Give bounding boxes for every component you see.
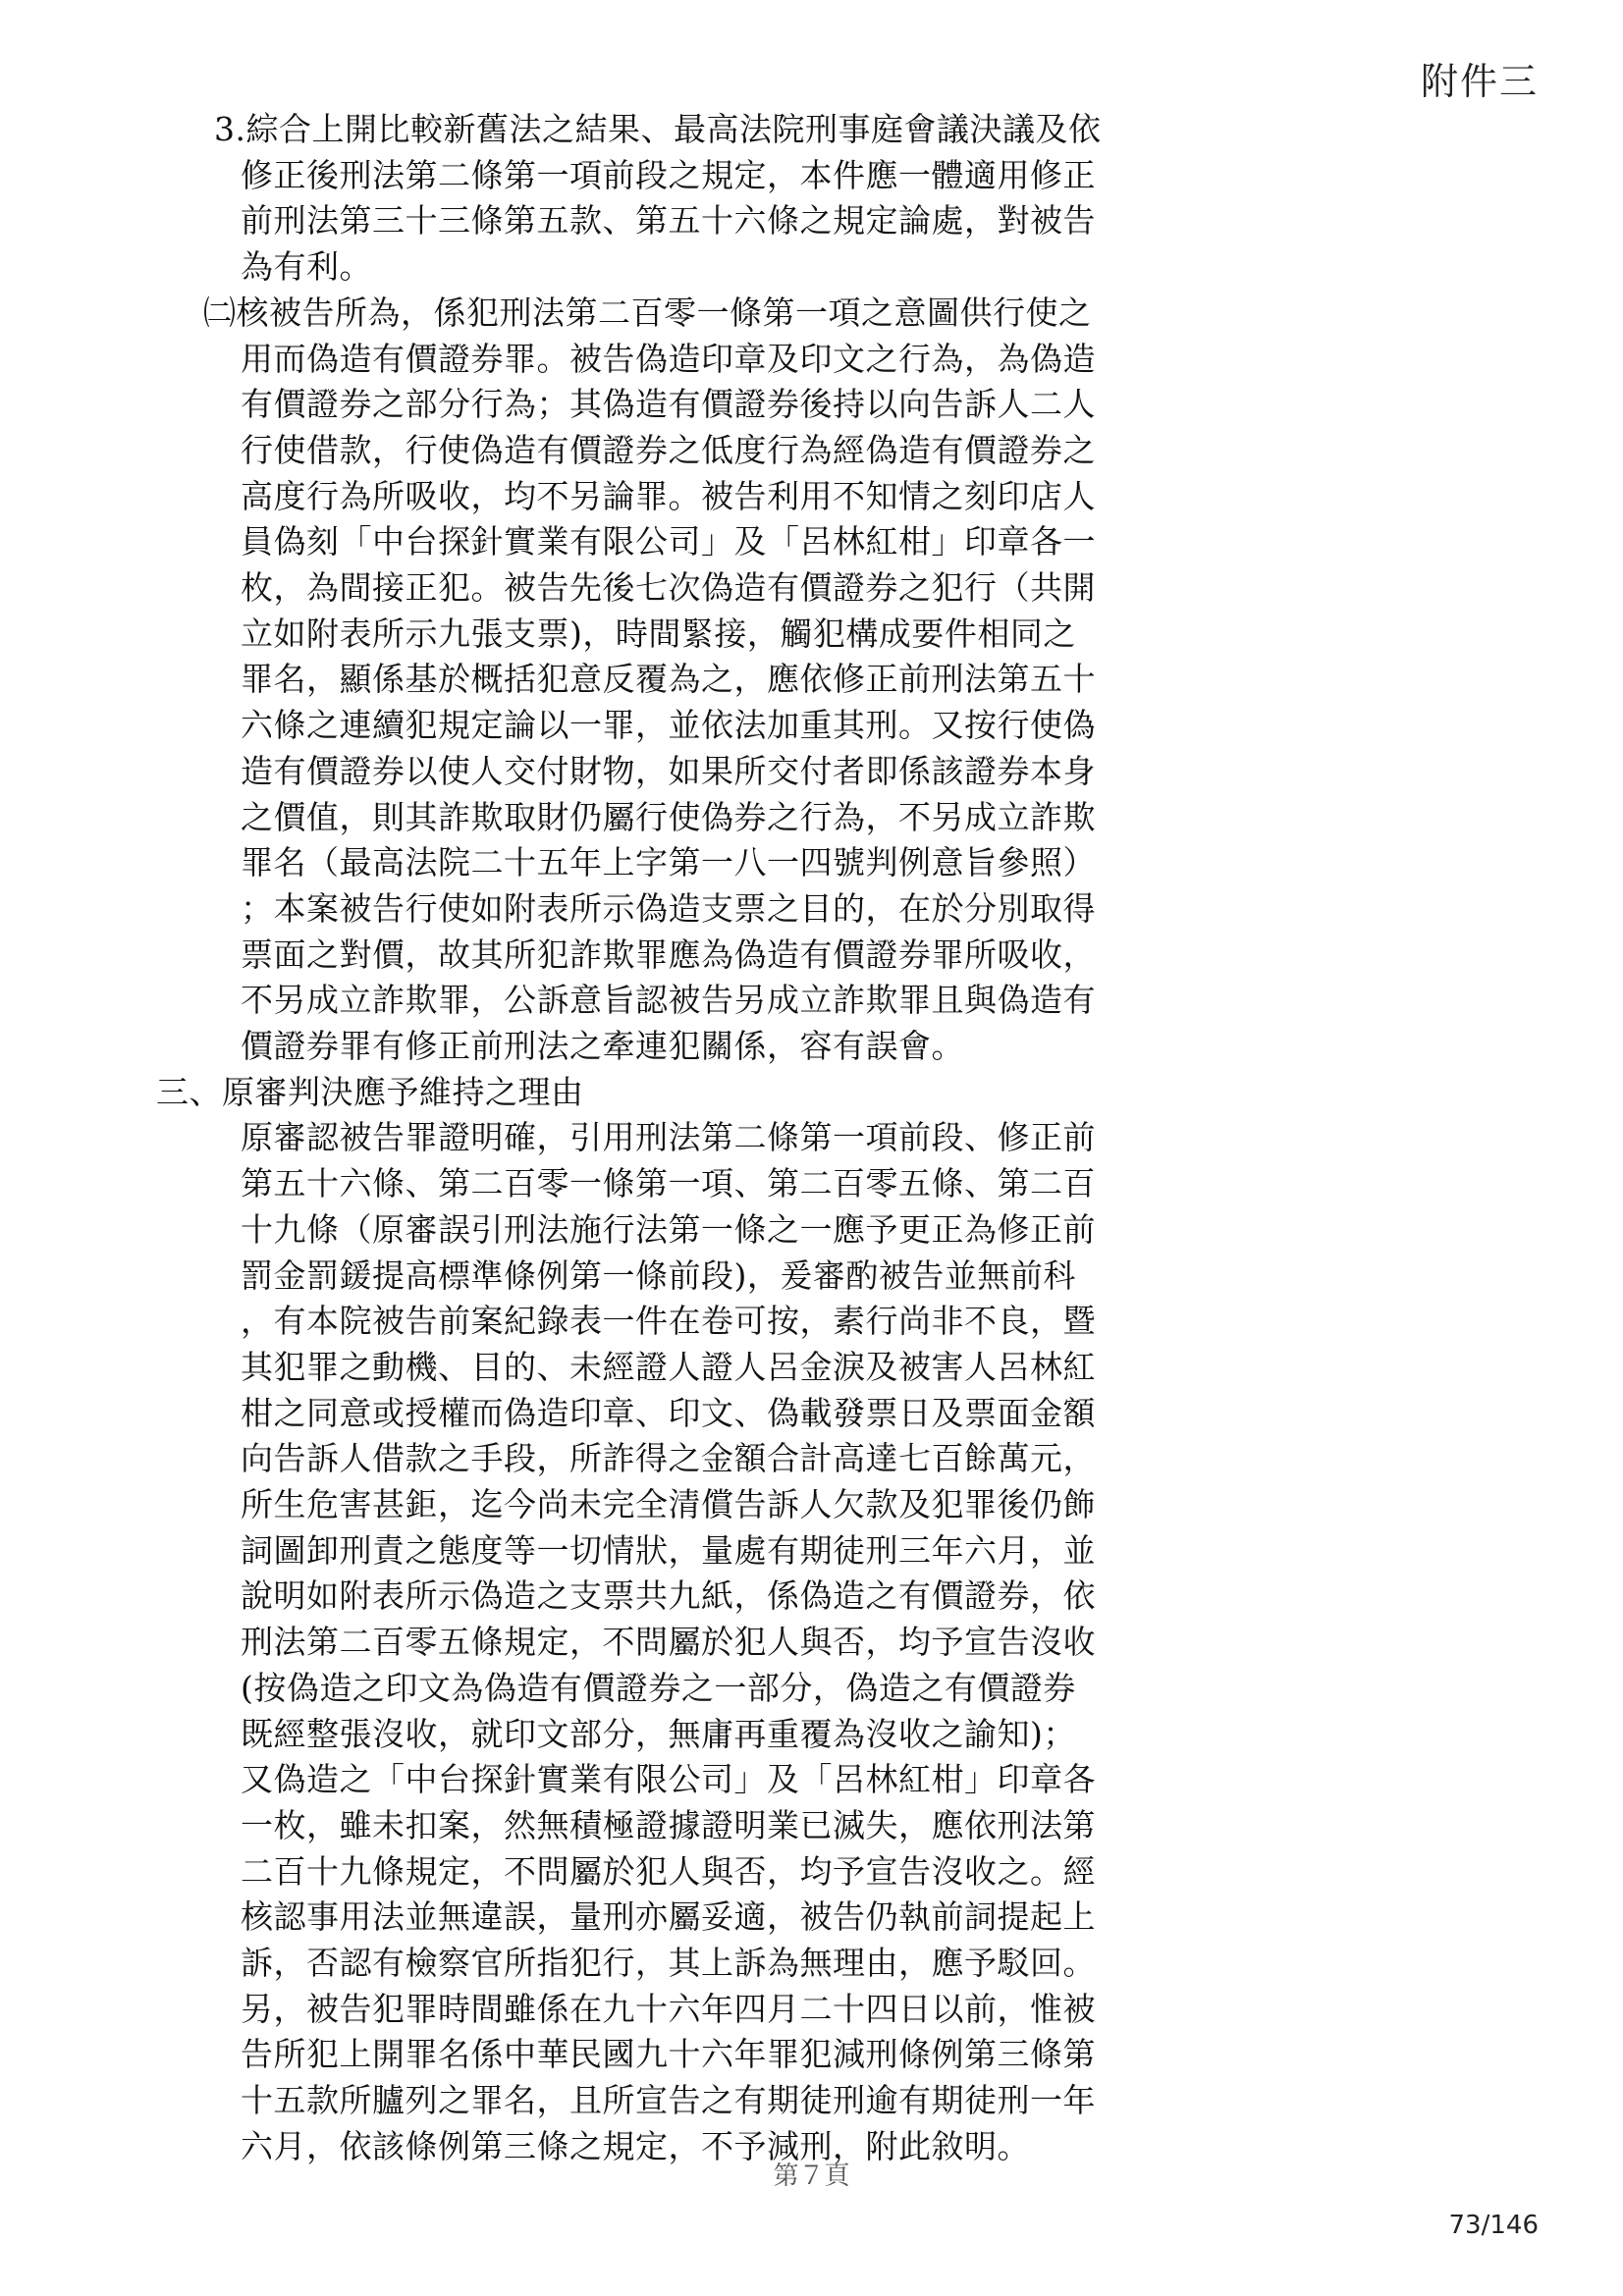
text-line: 之價值，則其詐欺取財仍屬行使偽券之行為，不另成立詐欺: [241, 797, 1096, 836]
page-number: 第７頁: [773, 2162, 850, 2191]
text-line: ；本案被告行使如附表所示偽造支票之目的，在於分別取得: [241, 888, 1096, 928]
text-line: 造有價證券以使人交付財物，如果所交付者即係該證券本身: [241, 751, 1096, 790]
text-line: (按偽造之印文為偽造有價證券之一部分，偽造之有價證券: [241, 1668, 1076, 1707]
section-heading: 三、原審判決應予維持之理由: [156, 1072, 584, 1111]
text-line: 為有利。: [241, 247, 372, 287]
text-line: 行使借款，行使偽造有價證券之低度行為經偽造有價證券之: [241, 430, 1096, 469]
text-line: 價證券罪有修正前刑法之牽連犯關係，容有誤會。: [241, 1027, 964, 1065]
text-line: 原審認被告罪證明確，引用刑法第二條第一項前段、修正前: [241, 1118, 1096, 1157]
text-line: 前刑法第三十三條第五款、第五十六條之規定論處，對被告: [241, 201, 1096, 240]
text-line: 第五十六條、第二百零一條第一項、第二百零五條、第二百: [241, 1164, 1096, 1203]
text-line: 立如附表所示九張支票)，時間緊接，觸犯構成要件相同之: [241, 614, 1076, 653]
text-line: 說明如附表所示偽造之支票共九紙，係偽造之有價證券，依: [241, 1576, 1096, 1616]
text-line: 不另成立詐欺罪，公訴意旨認被告另成立詐欺罪且與偽造有: [241, 981, 1096, 1020]
text-line: 修正後刑法第二條第一項前段之規定，本件應一體適用修正: [241, 155, 1096, 194]
text-line: 十五款所臚列之罪名，且所宣告之有期徒刑逾有期徒刑一年: [241, 2081, 1096, 2120]
text-line: 枚，為間接正犯。被告先後七次偽造有價證券之犯行（共開: [241, 568, 1096, 607]
text-line: 罪名，顯係基於概括犯意反覆為之，應依修正前刑法第五十: [241, 660, 1096, 699]
text-line: 二百十九條規定，不問屬於犯人與否，均予宣告沒收之。經: [241, 1851, 1096, 1891]
text-line: 所生危害甚鉅，迄今尚未完全清償告訴人欠款及犯罪後仍飾: [241, 1485, 1096, 1523]
annex-label: 附件三: [1420, 60, 1539, 103]
text-line: 刑法第二百零五條規定，不問屬於犯人與否，均予宣告沒收: [241, 1623, 1096, 1662]
text-line: 又偽造之「中台探針實業有限公司」及「呂林紅柑」印章各: [241, 1760, 1096, 1799]
text-line: 向告訴人借款之手段，所詐得之金額合計高達七百餘萬元，: [241, 1439, 1096, 1478]
text-line: 另，被告犯罪時間雖係在九十六年四月二十四日以前，惟被: [241, 1989, 1096, 2028]
text-line: ㈡核被告所為，係犯刑法第二百零一條第一項之意圖供行使之: [203, 293, 1092, 332]
text-line: 十九條（原審誤引刑法施行法第一條之一應予更正為修正前: [241, 1209, 1096, 1249]
text-line: 告所犯上開罪名係中華民國九十六年罪犯減刑條例第三條第: [241, 2035, 1096, 2074]
text-line: 核認事用法並無違誤，量刑亦屬妥適，被告仍執前詞提起上: [241, 1897, 1096, 1937]
text-line: 六月，依該條例第三條之規定，不予減刑，附此敘明。: [241, 2126, 1030, 2165]
text-line: 票面之對價，故其所犯詐欺罪應為偽造有價證券罪所吸收，: [241, 934, 1096, 974]
text-line: 罰金罰鍰提高標準條例第一條前段)，爰審酌被告並無前科: [241, 1255, 1076, 1295]
text-line: 柑之同意或授權而偽造印章、印文、偽載發票日及票面金額: [241, 1393, 1096, 1432]
text-line: 有價證券之部分行為；其偽造有價證券後持以向告訴人二人: [241, 385, 1096, 424]
text-line: 六條之連續犯規定論以一罪，並依法加重其刑。又按行使偽: [241, 706, 1096, 745]
text-line: 既經整張沒收，就印文部分，無庸再重覆為沒收之諭知)；: [241, 1714, 1076, 1753]
text-line: 罪名（最高法院二十五年上字第一八一四號判例意旨參照）: [241, 843, 1096, 882]
text-line: 3.綜合上開比較新舊法之結果、最高法院刑事庭會議決議及依: [214, 110, 1102, 148]
text-line: 用而偽造有價證券罪。被告偽造印章及印文之行為，為偽造: [241, 339, 1096, 378]
page-count: 73/146: [1448, 2211, 1539, 2240]
text-line: 一枚，雖未扣案，然無積極證據證明業已滅失，應依刑法第: [241, 1805, 1096, 1844]
text-line: 詞圖卸刑責之態度等一切情狀，量處有期徒刑三年六月，並: [241, 1530, 1096, 1570]
text-line: 員偽刻「中台探針實業有限公司」及「呂林紅柑」印章各一: [241, 522, 1096, 561]
text-line: 其犯罪之動機、目的、未經證人證人呂金淚及被害人呂林紅: [241, 1347, 1096, 1386]
text-line: ，有本院被告前案紀錄表一件在卷可按，素行尚非不良，暨: [241, 1302, 1096, 1341]
text-line: 高度行為所吸收，均不另論罪。被告利用不知情之刻印店人: [241, 476, 1096, 515]
text-line: 訴，否認有檢察官所指犯行，其上訴為無理由，應予駁回。: [241, 1944, 1096, 1982]
